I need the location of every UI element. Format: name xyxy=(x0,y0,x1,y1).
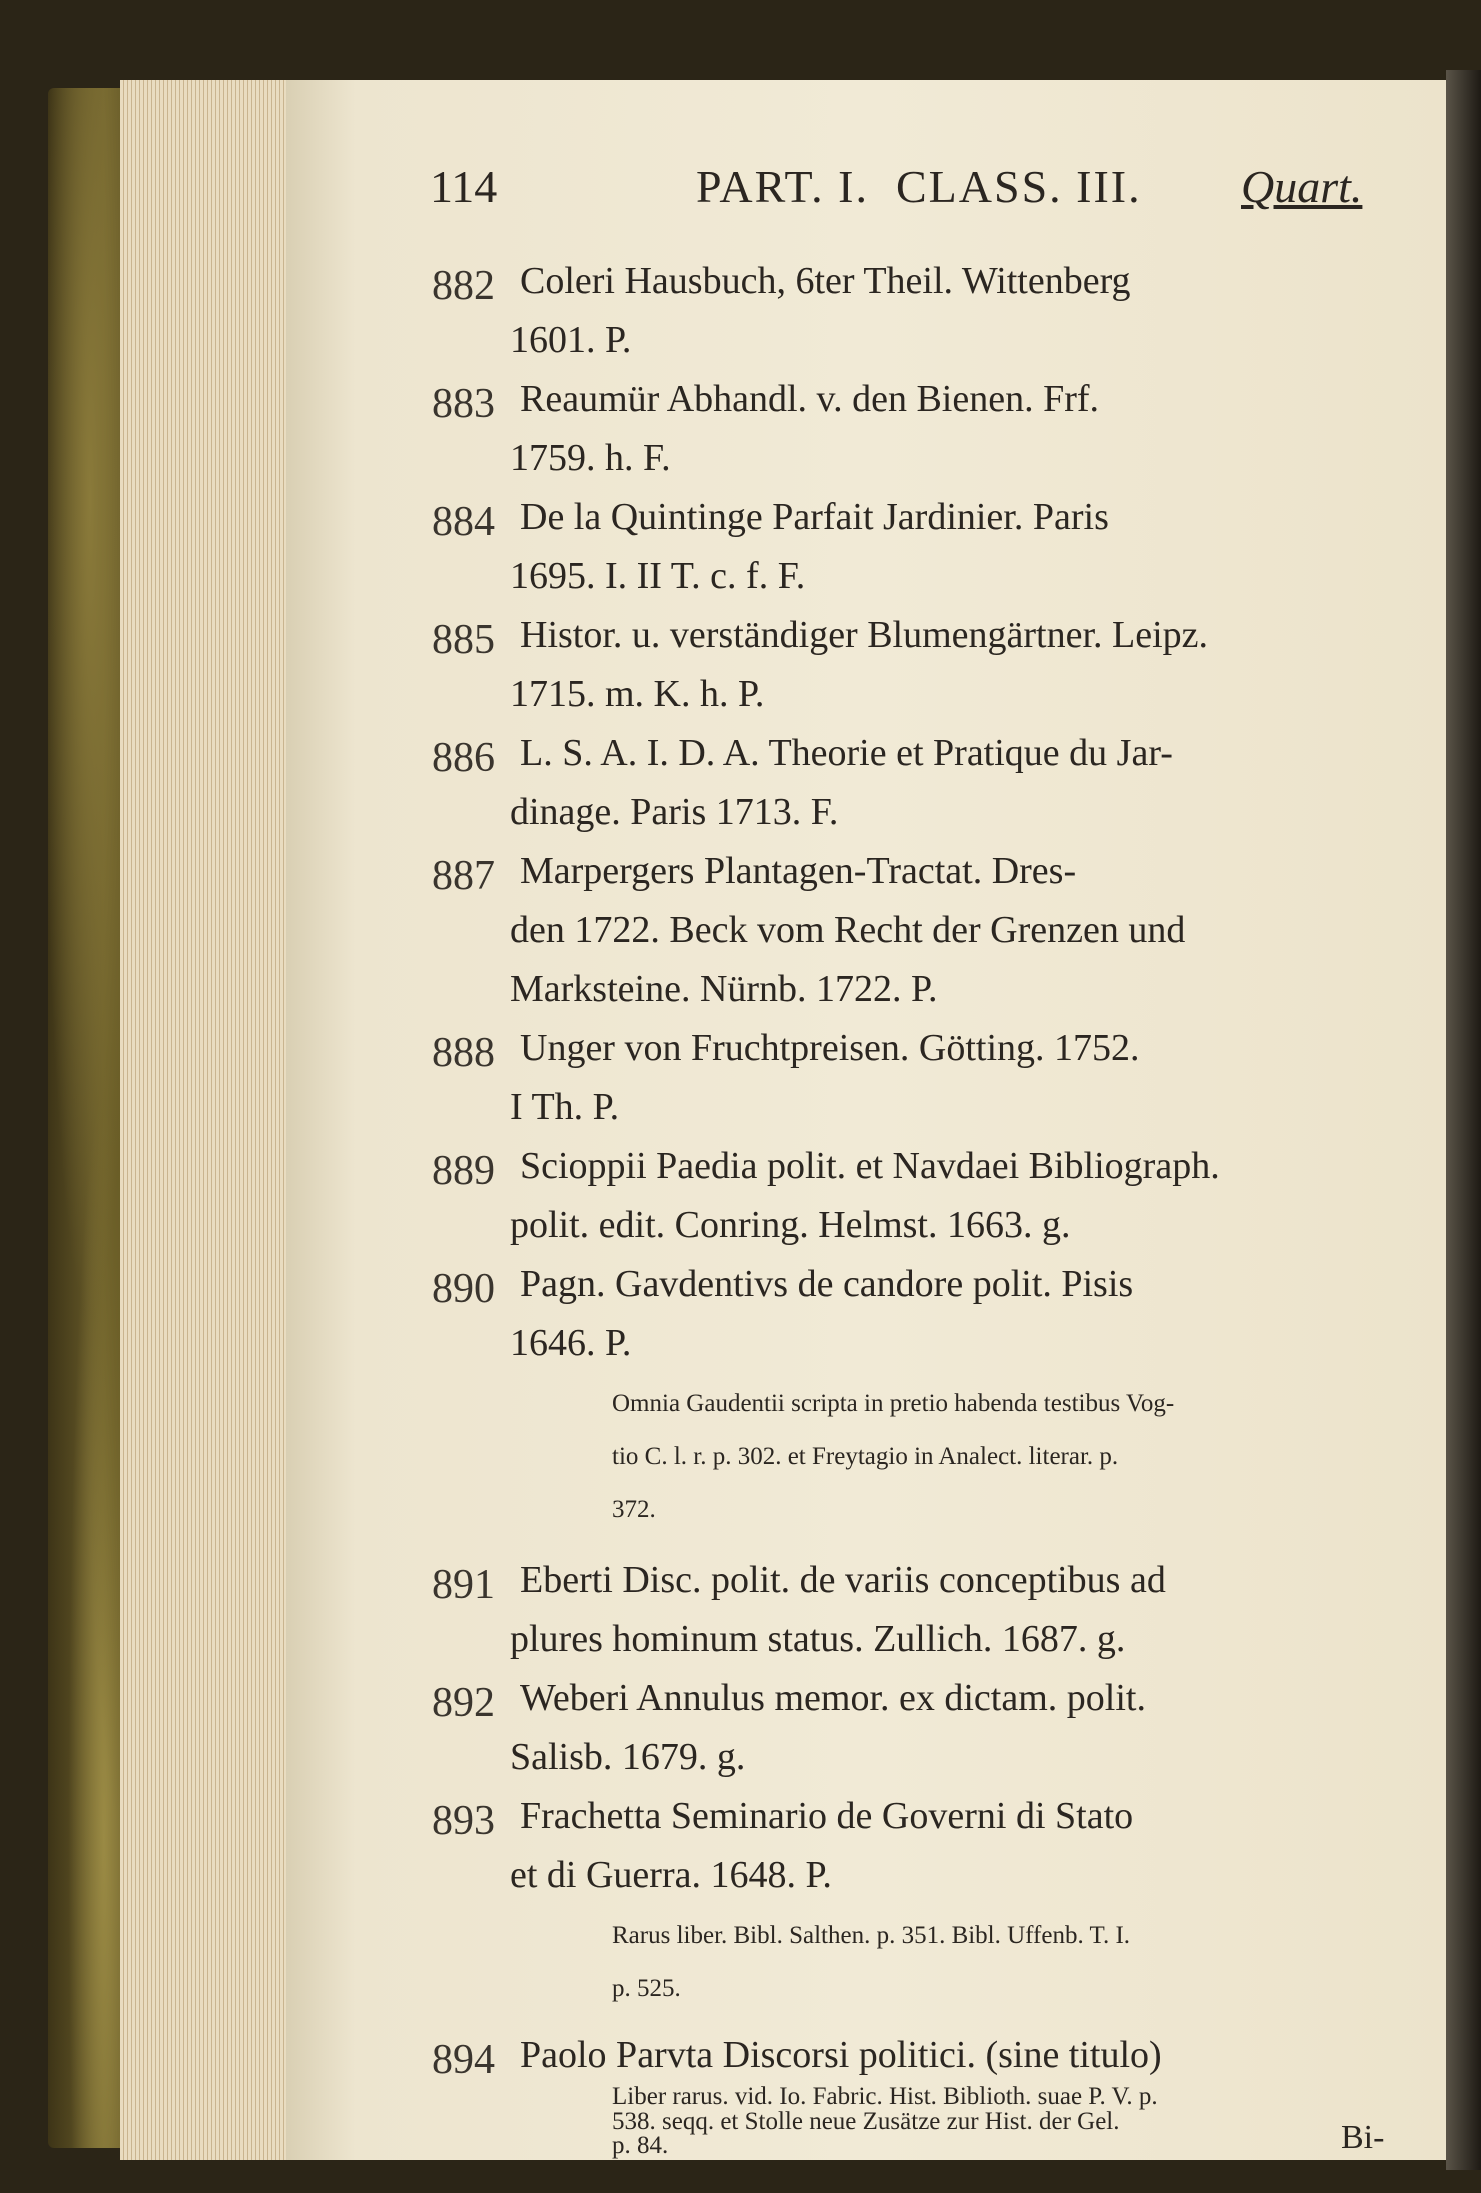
entry-line: den 1722. Beck vom Recht der Grenzen und xyxy=(510,909,1186,951)
note-line: 538. seqq. et Stolle neue Zusätze zur Hist. der Gel. xyxy=(612,2108,1120,2135)
entry-number: 890 xyxy=(432,1266,495,1312)
entry-line: Paolo Parvta Discorsi politici. (sine titulo) xyxy=(520,2034,1162,2076)
page-edges xyxy=(120,80,292,2160)
entry-line: Frachetta Seminario de Governi di Stato xyxy=(520,1795,1134,1837)
note-line: Liber rarus. vid. Io. Fabric. Hist. Biblioth. suae P. V. p. xyxy=(612,2083,1158,2110)
class-label: CLASS. III. xyxy=(896,161,1142,212)
entry-line: 1759. h. F. xyxy=(510,437,671,479)
note-line: p. 84. xyxy=(612,2132,669,2159)
entry-line: Salisb. 1679. g. xyxy=(510,1736,746,1778)
note-line: p. 525. xyxy=(612,1975,681,2002)
entry-line: Pagn. Gavdentivs de candore polit. Pisis xyxy=(520,1263,1134,1305)
entry-number: 894 xyxy=(432,2037,495,2083)
entry-line: De la Quintinge Parfait Jardinier. Paris xyxy=(520,496,1109,538)
book-page xyxy=(286,80,1446,2160)
entry-line: Histor. u. verständiger Blumengärtner. Leipz. xyxy=(520,614,1209,656)
entry-number: 893 xyxy=(432,1798,495,1844)
format-label: Quart. xyxy=(1241,161,1363,212)
note-line: 372. xyxy=(612,1496,656,1523)
entry-line: Reaumür Abhandl. v. den Bienen. Frf. xyxy=(520,378,1100,420)
note-line: tio C. l. r. p. 302. et Freytagio in Analect. literar. p. xyxy=(612,1443,1119,1470)
entry-line: Scioppii Paedia polit. et Navdaei Bibliograph. xyxy=(520,1145,1220,1187)
entry-line: Weberi Annulus memor. ex dictam. polit. xyxy=(520,1677,1146,1719)
page-number: 114 xyxy=(430,161,498,212)
entry-line: Marpergers Plantagen-Tractat. Dres- xyxy=(520,850,1077,892)
entry-number: 891 xyxy=(432,1562,495,1608)
entry-line: et di Guerra. 1648. P. xyxy=(510,1854,832,1896)
entry-line: Coleri Hausbuch, 6ter Theil. Wittenberg xyxy=(520,260,1131,302)
entry-line: Unger von Fruchtpreisen. Götting. 1752. xyxy=(520,1027,1140,1069)
entry-number: 886 xyxy=(432,735,495,781)
entry-line: 1646. P. xyxy=(510,1322,632,1364)
entry-line: 1695. I. II T. c. f. F. xyxy=(510,555,806,597)
entry-number: 889 xyxy=(432,1148,495,1194)
entry-number: 887 xyxy=(432,853,495,899)
entry-line: 1601. P. xyxy=(510,319,632,361)
entry-number: 885 xyxy=(432,617,495,663)
gutter-shadow xyxy=(1446,70,1481,2170)
entry-number: 892 xyxy=(432,1680,495,1726)
catchword: Bi- xyxy=(1341,2119,1385,2156)
entry-line: polit. edit. Conring. Helmst. 1663. g. xyxy=(510,1204,1071,1246)
entry-line: Marksteine. Nürnb. 1722. P. xyxy=(510,968,938,1010)
part-label: PART. I. xyxy=(696,161,870,212)
entry-line: plures hominum status. Zullich. 1687. g. xyxy=(510,1618,1126,1660)
entry-line: Eberti Disc. polit. de variis conceptibus ad xyxy=(520,1559,1166,1601)
entry-line: L. S. A. I. D. A. Theorie et Pratique du Jar- xyxy=(520,732,1173,774)
entry-line: 1715. m. K. h. P. xyxy=(510,673,765,715)
entry-line: dinage. Paris 1713. F. xyxy=(510,791,839,833)
entry-number: 884 xyxy=(432,499,495,545)
note-line: Omnia Gaudentii scripta in pretio habenda testibus Vog- xyxy=(612,1390,1175,1417)
entry-number: 883 xyxy=(432,381,495,427)
entry-number: 888 xyxy=(432,1030,495,1076)
entry-line: I Th. P. xyxy=(510,1086,620,1128)
note-line: Rarus liber. Bibl. Salthen. p. 351. Bibl. Uffenb. T. I. xyxy=(612,1922,1131,1949)
entry-number: 882 xyxy=(432,263,495,309)
